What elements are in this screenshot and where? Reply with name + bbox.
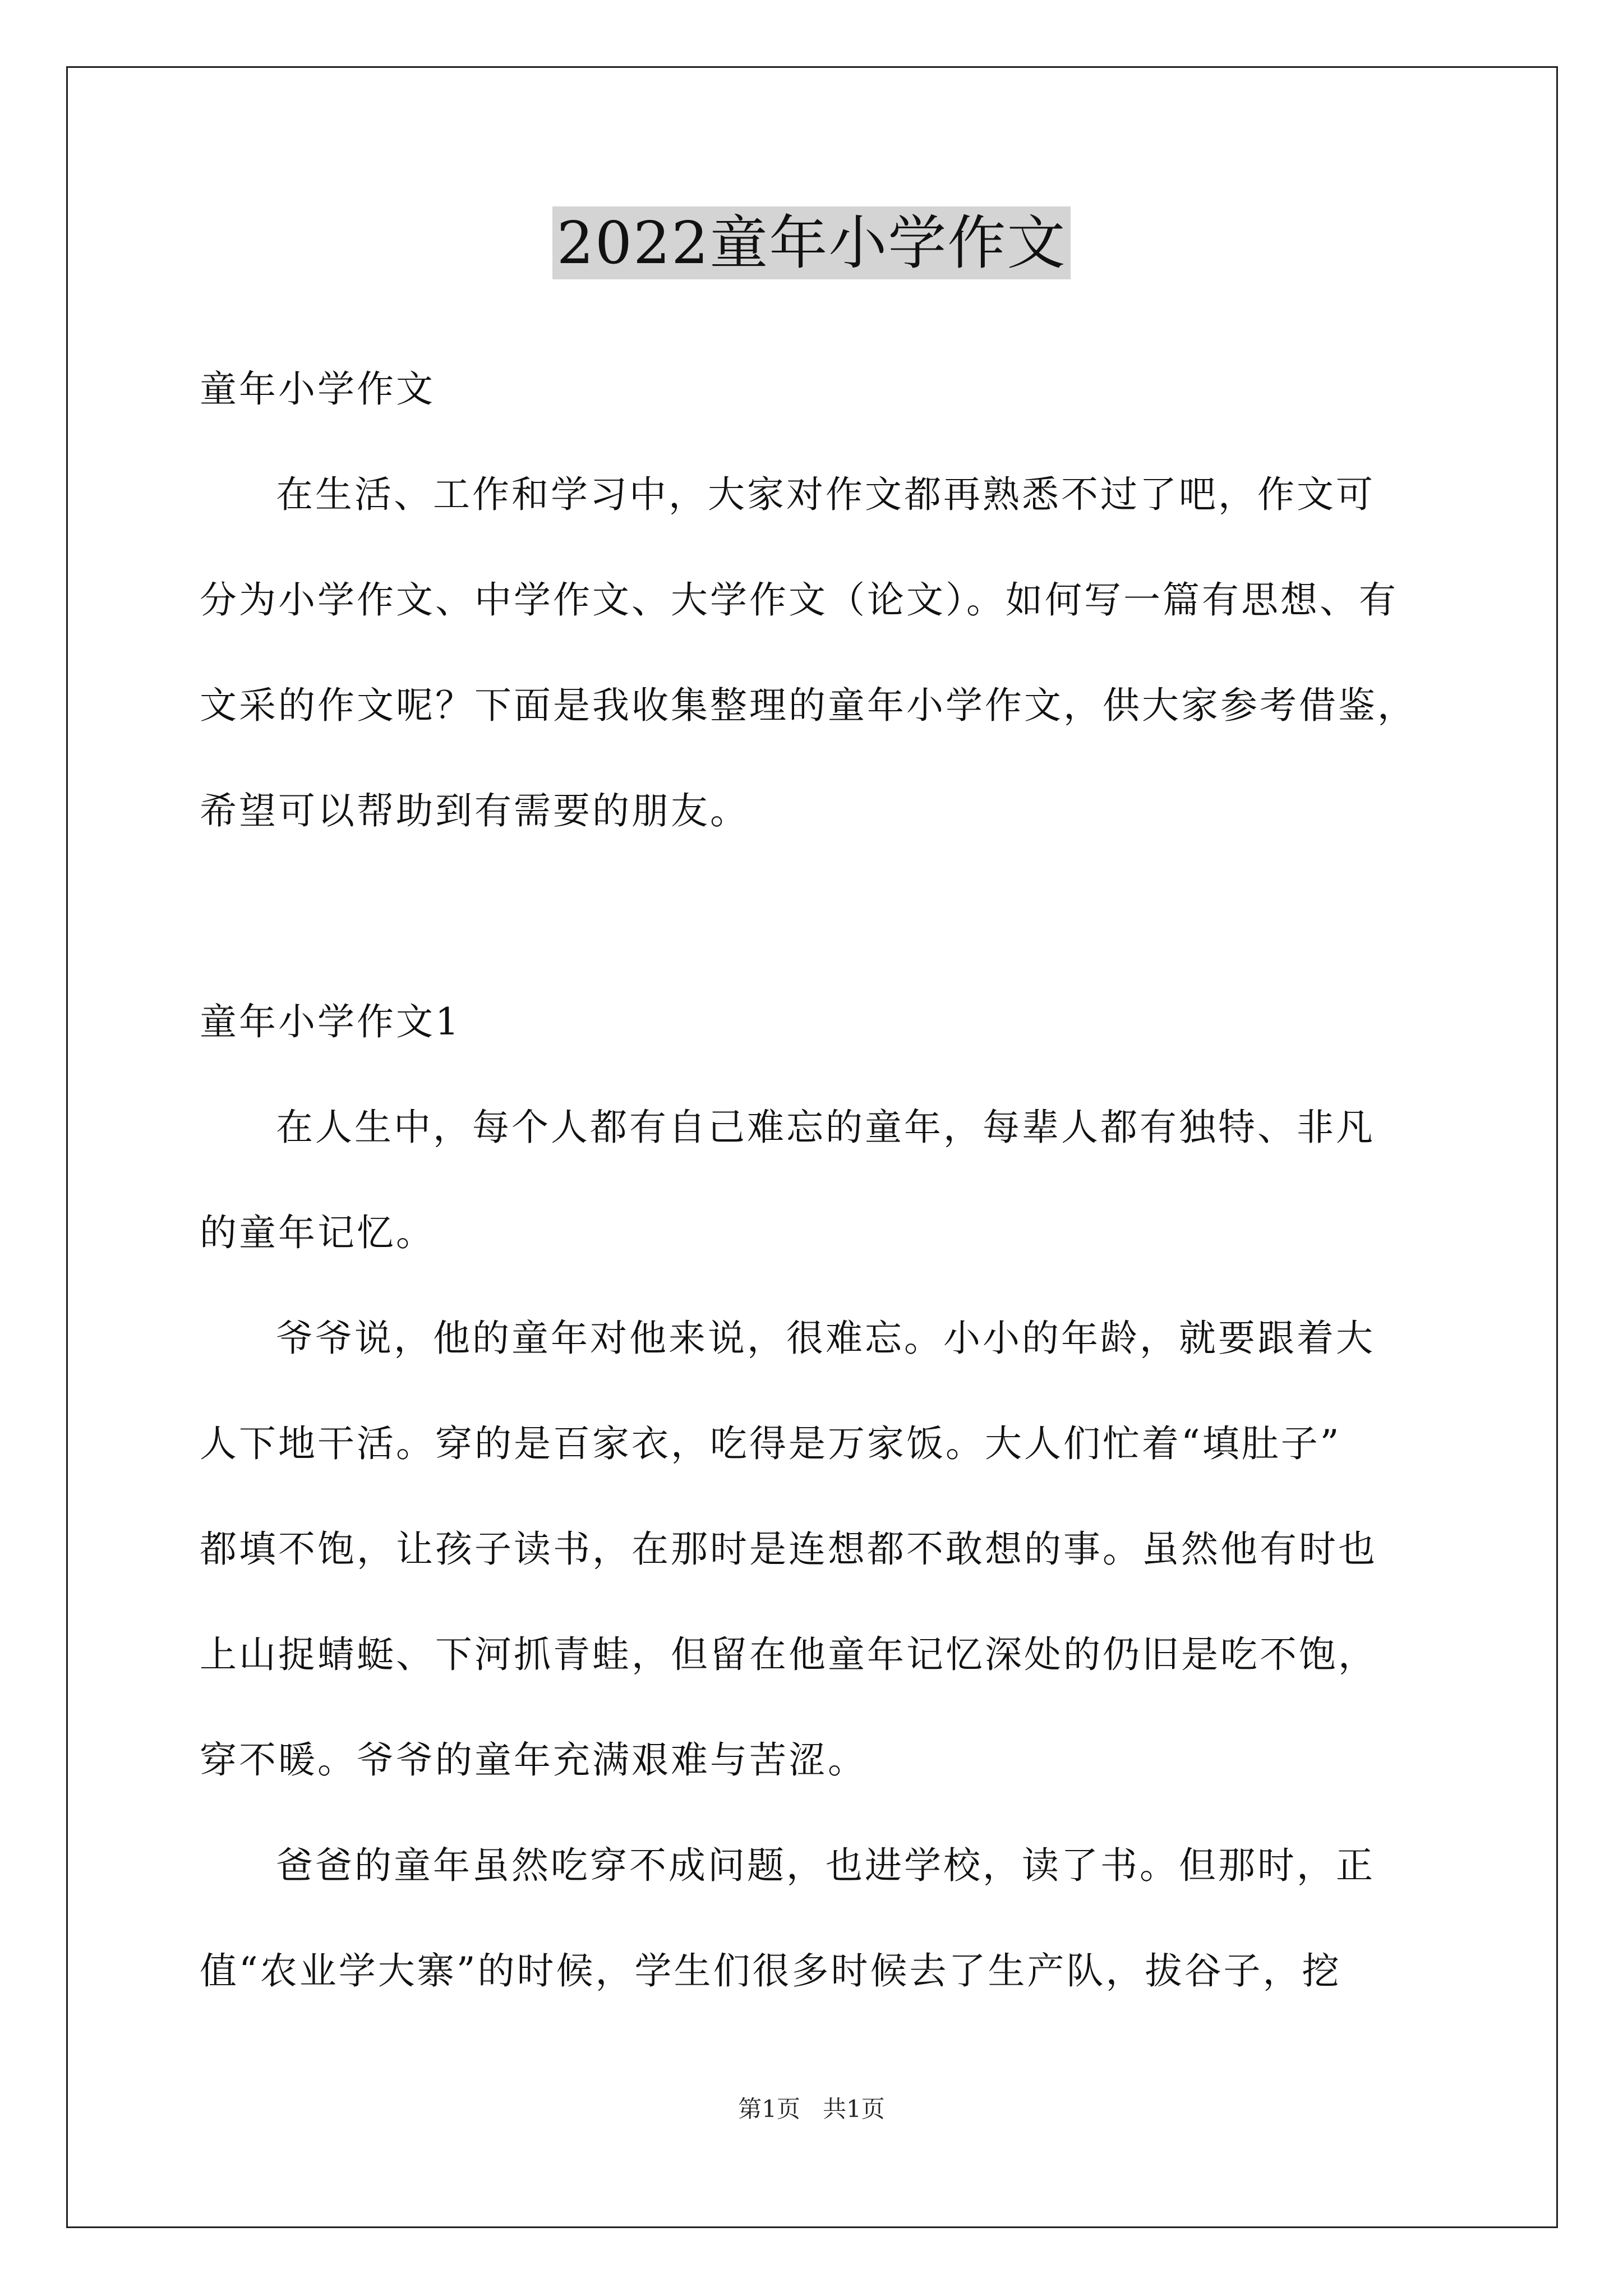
document-title: 2022童年小学作文 — [552, 206, 1071, 279]
paragraph-line: 的童年记忆。 — [200, 1211, 435, 1254]
intro-line: 希望可以帮助到有需要的朋友。 — [200, 789, 749, 832]
paragraph-line: 人下地干活。穿的是百家衣，吃得是万家饭。大人们忙着“填肚子” — [200, 1422, 1341, 1465]
paragraph-gap — [200, 864, 1461, 969]
intro-line: 在生活、工作和学习中，大家对作文都再熟悉不过了吧，作文可 — [276, 473, 1375, 516]
paragraph-line: 爷爷说，他的童年对他来说，很难忘。小小的年龄，就要跟着大 — [276, 1317, 1375, 1360]
title-container — [0, 206, 1623, 279]
paragraph-line: 爸爸的童年虽然吃穿不成问题，也进学校，读了书。但那时，正 — [276, 1844, 1375, 1887]
document-body — [200, 337, 1461, 2024]
paragraph-line: 值“农业学大寨”的时候，学生们很多时候去了生产队，拔谷子，挖 — [200, 1949, 1341, 1993]
paragraph-line: 穿不暖。爷爷的童年充满艰难与苦涩。 — [200, 1738, 867, 1782]
intro-line: 分为小学作文、中学作文、大学作文（论文）。如何写一篇有思想、有 — [200, 578, 1398, 622]
intro-line: 文采的作文呢？下面是我收集整理的童年小学作文，供大家参考借鉴， — [200, 684, 1417, 727]
paragraph-line: 上山捉蜻蜓、下河抓青蛙，但留在他童年记忆深处的仍旧是吃不饱， — [200, 1633, 1377, 1676]
paragraph-line: 都填不饱，让孩子读书，在那时是连想都不敢想的事。虽然他有时也 — [200, 1527, 1377, 1571]
page-footer: 第1页 共1页 — [738, 2095, 885, 2123]
document-subtitle: 童年小学作文 — [200, 367, 435, 411]
section-title: 童年小学作文1 — [200, 1000, 461, 1043]
paragraph-line: 在人生中，每个人都有自己难忘的童年，每辈人都有独特、非凡 — [276, 1106, 1375, 1149]
